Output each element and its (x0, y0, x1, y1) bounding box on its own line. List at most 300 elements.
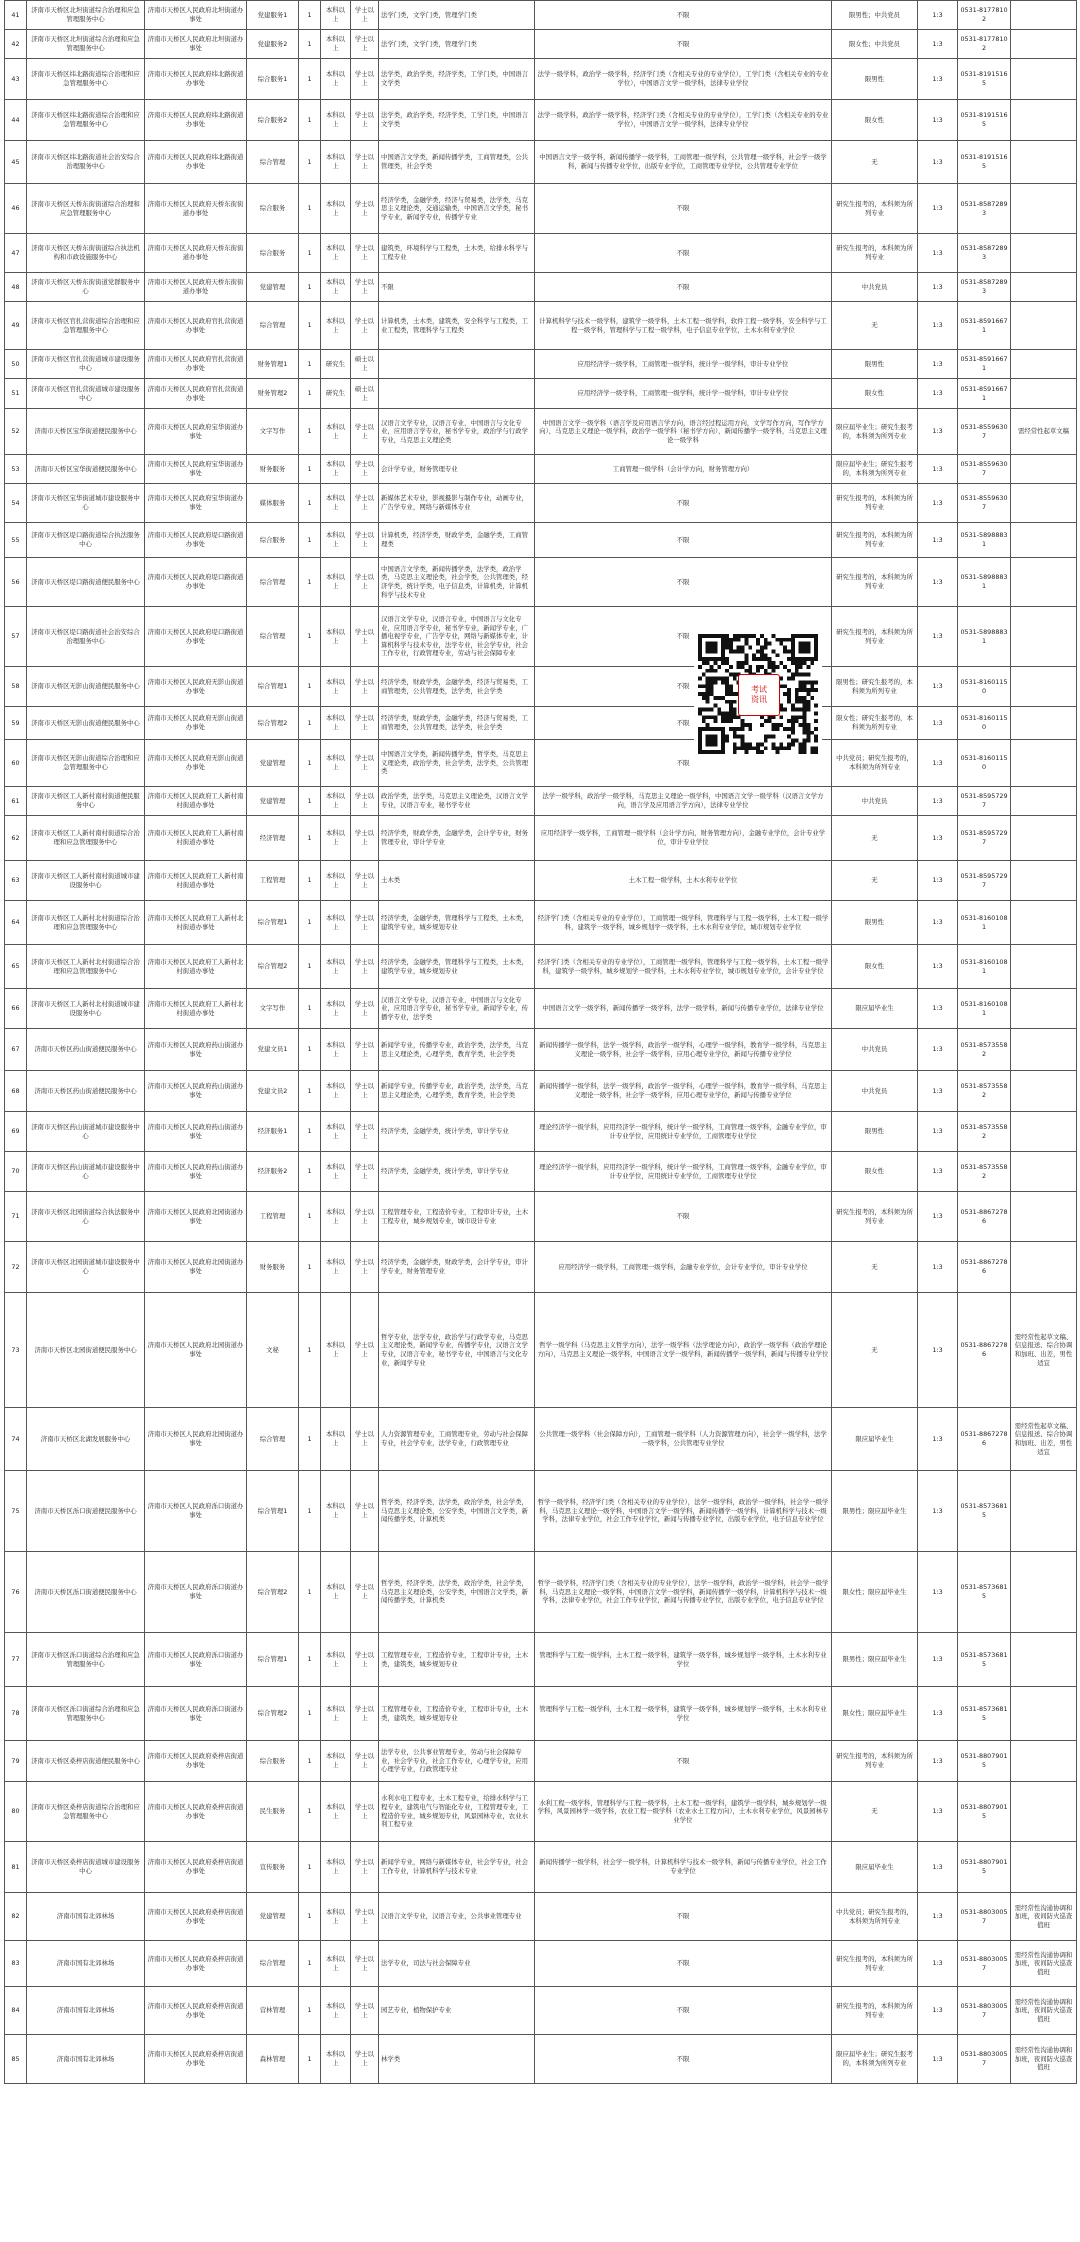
cell-edu: 研究生 (321, 350, 351, 379)
cell-edu: 本科以上 (321, 1552, 351, 1633)
cell-deg: 学士以上 (351, 1471, 379, 1552)
cell-ratio: 1:3 (918, 667, 958, 707)
cell-phone: 0531-88672786 (958, 1293, 1011, 1408)
cell-ratio: 1:3 (918, 861, 958, 901)
cell-major2: 哲学一级学科（马克思主义哲学方向），法学一级学科（法学理论方向），政治学一级学科（政治学理论方向），马克思主义理论一级学科，中国语言文学一级学科，新闻传播学一级学科，新闻与传播专业学位 (535, 1293, 832, 1408)
cell-n: 1 (299, 234, 321, 273)
cell-note (1011, 234, 1077, 273)
cell-other: 无 (832, 1782, 918, 1842)
cell-pos: 综合管理1 (247, 1633, 299, 1687)
cell-phone: 0531-81778102 (958, 30, 1011, 59)
cell-note: 需经常性起草文稿 (1011, 409, 1077, 455)
cell-n: 1 (299, 409, 321, 455)
cell-unit: 济南市天桥区天桥东街街道党群服务中心 (27, 273, 145, 302)
cell-major2: 土木工程一级学科，土木水利专业学位 (535, 861, 832, 901)
cell-deg: 学士以上 (351, 945, 379, 989)
cell-phone: 0531-81601081 (958, 945, 1011, 989)
cell-major1: 经济学类，金融学类，管理科学与工程类，土木类，建筑学专业，城乡规划专业 (379, 901, 535, 945)
table-row (5, 273, 1077, 302)
cell-edu: 本科以上 (321, 30, 351, 59)
cell-no: 63 (5, 861, 27, 901)
table-row (5, 1782, 1077, 1842)
cell-dept: 济南市天桥区人民政府泺口街道办事处 (145, 1552, 247, 1633)
cell-pos: 党建文员1 (247, 1029, 299, 1071)
cell-other: 中共党员 (832, 1071, 918, 1112)
cell-deg: 学士以上 (351, 1687, 379, 1741)
cell-ratio: 1:3 (918, 30, 958, 59)
cell-pos: 财务服务 (247, 455, 299, 484)
cell-dept: 济南市天桥区人民政府工人新村南村街道办事处 (145, 861, 247, 901)
cell-no: 59 (5, 707, 27, 740)
cell-no: 61 (5, 787, 27, 816)
cell-pos: 综合服务2 (247, 100, 299, 141)
cell-phone: 0531-85916671 (958, 350, 1011, 379)
cell-deg: 学士以上 (351, 1152, 379, 1192)
cell-phone: 0531-85735582 (958, 1029, 1011, 1071)
cell-deg: 学士以上 (351, 607, 379, 667)
table-row (5, 2035, 1077, 2084)
cell-no: 73 (5, 1293, 27, 1408)
cell-dept: 济南市天桥区人民政府纬北路街道办事处 (145, 100, 247, 141)
table-row (5, 1471, 1077, 1552)
cell-no: 56 (5, 558, 27, 607)
cell-n: 1 (299, 1242, 321, 1293)
cell-major1: 林学类 (379, 2035, 535, 2084)
cell-dept: 济南市天桥区人民政府天桥东街街道办事处 (145, 234, 247, 273)
cell-edu: 本科以上 (321, 1, 351, 30)
cell-pos: 综合管理 (247, 1408, 299, 1471)
cell-no: 62 (5, 816, 27, 861)
cell-edu: 本科以上 (321, 1408, 351, 1471)
cell-major2: 不限 (535, 523, 832, 558)
cell-n: 1 (299, 30, 321, 59)
cell-major1: 不限 (379, 273, 535, 302)
cell-pos: 党建管理 (247, 740, 299, 787)
cell-other: 无 (832, 1293, 918, 1408)
cell-ratio: 1:3 (918, 901, 958, 945)
cell-dept: 济南市天桥区人民政府堤口路街道办事处 (145, 523, 247, 558)
cell-unit: 济南市天桥区宝华街道便民服务中心 (27, 455, 145, 484)
cell-note: 需经常性沟通协调和加班，夜间防火巡查值班 (1011, 1893, 1077, 1941)
cell-deg: 学士以上 (351, 234, 379, 273)
cell-no: 57 (5, 607, 27, 667)
cell-note (1011, 30, 1077, 59)
qr-badge-line2: 资讯 (751, 695, 767, 704)
cell-edu: 本科以上 (321, 1741, 351, 1782)
cell-deg: 学士以上 (351, 667, 379, 707)
cell-pos: 综合管理2 (247, 945, 299, 989)
cell-note (1011, 1842, 1077, 1893)
cell-pos: 党建服务2 (247, 30, 299, 59)
table-row (5, 740, 1077, 787)
cell-deg: 学士以上 (351, 1987, 379, 2035)
cell-no: 45 (5, 141, 27, 184)
cell-major1: 法学门类，文学门类，管理学门类 (379, 30, 535, 59)
cell-deg: 学士以上 (351, 707, 379, 740)
cell-major1: 汉语言文学专业，汉语言专业，中国语言与文化专业，应用语言学专业，秘书学专业，政治学与行政学专业，马克思主义理论类 (379, 409, 535, 455)
table-row (5, 607, 1077, 667)
cell-ratio: 1:3 (918, 1941, 958, 1987)
cell-deg: 学士以上 (351, 409, 379, 455)
cell-major2: 法学一级学科，政治学一级学科，经济学门类（含相关专业的专业学位），工学门类（含相关专业的专业学位），中国语言文学一级学科，法律专业学位 (535, 59, 832, 100)
cell-unit: 济南市天桥区无影山街道综合治理和应急管理服务中心 (27, 740, 145, 787)
cell-unit: 济南市天桥区北园街道综合执法服务中心 (27, 1192, 145, 1242)
cell-major2: 管理科学与工程一级学科，土木工程一级学科，建筑学一级学科，城乡规划学一级学科，土木水利专业学位 (535, 1633, 832, 1687)
table-row (5, 523, 1077, 558)
cell-major1: 新闻学专业，传播学专业，政治学类，法学类，马克思主义理论类，心理学类，教育学类，社会学类 (379, 1029, 535, 1071)
cell-deg: 学士以上 (351, 861, 379, 901)
table-row (5, 558, 1077, 607)
cell-major2: 不限 (535, 1, 832, 30)
cell-other: 无 (832, 861, 918, 901)
cell-note (1011, 861, 1077, 901)
cell-n: 1 (299, 1471, 321, 1552)
cell-dept: 济南市天桥区人民政府宝华街道办事处 (145, 484, 247, 523)
cell-other: 限男性；研究生报考的，本科须为所列专业 (832, 667, 918, 707)
cell-phone: 0531-88079015 (958, 1741, 1011, 1782)
cell-n: 1 (299, 1192, 321, 1242)
cell-no: 53 (5, 455, 27, 484)
cell-note (1011, 1471, 1077, 1552)
cell-phone: 0531-85916671 (958, 302, 1011, 350)
cell-note (1011, 787, 1077, 816)
cell-phone: 0531-85735582 (958, 1071, 1011, 1112)
cell-note: 需经常性沟通协调和加班，夜间防火巡查值班 (1011, 1987, 1077, 2035)
cell-ratio: 1:3 (918, 455, 958, 484)
cell-ratio: 1:3 (918, 302, 958, 350)
cell-major2: 经济学门类（含相关专业的专业学位），工商管理一级学科，管理科学与工程一级学科，土木工程一级学科，建筑学一级学科，城乡规划学一级学科，土木水利专业学位，城市规划专业学位 (535, 901, 832, 945)
cell-unit: 济南市天桥区药山街道便民服务中心 (27, 1029, 145, 1071)
cell-no: 83 (5, 1941, 27, 1987)
recruitment-table-sheet (4, 0, 1076, 2084)
table-row (5, 1152, 1077, 1192)
table-row (5, 59, 1077, 100)
cell-edu: 研究生 (321, 379, 351, 409)
cell-pos: 综合服务 (247, 184, 299, 234)
table-row (5, 1071, 1077, 1112)
cell-ratio: 1:3 (918, 184, 958, 234)
cell-deg: 学士以上 (351, 901, 379, 945)
cell-ratio: 1:3 (918, 989, 958, 1029)
cell-dept: 济南市天桥区人民政府桑梓店街道办事处 (145, 1842, 247, 1893)
cell-pos: 综合管理2 (247, 707, 299, 740)
cell-major1: 中国语言文学类，新闻传播学类，工商管理类，公共管理类，社会学类 (379, 141, 535, 184)
cell-ratio: 1:3 (918, 1842, 958, 1893)
table-row (5, 901, 1077, 945)
cell-major2: 不限 (535, 707, 832, 740)
cell-note (1011, 558, 1077, 607)
cell-pos: 工程管理 (247, 861, 299, 901)
cell-deg: 学士以上 (351, 787, 379, 816)
cell-deg: 学士以上 (351, 1293, 379, 1408)
cell-major2: 中国语言文学一级学科，新闻传播学一级学科，工商管理一级学科，公共管理一级学科，社会学一级学科，新闻与传播专业学位，出版专业学位，工商管理专业学位，公共管理专业学位 (535, 141, 832, 184)
cell-note (1011, 455, 1077, 484)
table-body (5, 1, 1077, 2084)
cell-phone: 0531-88079015 (958, 1782, 1011, 1842)
cell-unit: 济南市天桥区工人新村北村街道城市建设服务中心 (27, 989, 145, 1029)
cell-note (1011, 1552, 1077, 1633)
recruitment-table (4, 0, 1077, 2084)
cell-other: 研究生报考的，本科须为所列专业 (832, 234, 918, 273)
cell-deg: 学士以上 (351, 1633, 379, 1687)
cell-edu: 本科以上 (321, 1029, 351, 1071)
cell-unit: 济南市国有北郊林场 (27, 2035, 145, 2084)
cell-other: 限应届毕业生；研究生报考的，本科须为所列专业 (832, 409, 918, 455)
cell-n: 1 (299, 1842, 321, 1893)
cell-pos: 文秘 (247, 1293, 299, 1408)
cell-unit: 济南市天桥区堤口路街道便民服务中心 (27, 558, 145, 607)
cell-major1: 政治学类，法学类，马克思主义理论类，汉语言文学专业，汉语言专业，秘书学专业 (379, 787, 535, 816)
cell-note (1011, 667, 1077, 707)
cell-dept: 济南市天桥区人民政府药山街道办事处 (145, 1112, 247, 1152)
table-row (5, 1842, 1077, 1893)
table-row (5, 484, 1077, 523)
cell-phone: 0531-85957297 (958, 861, 1011, 901)
cell-note (1011, 484, 1077, 523)
cell-phone: 0531-85736815 (958, 1471, 1011, 1552)
cell-major2: 不限 (535, 184, 832, 234)
cell-phone: 0531-85916671 (958, 379, 1011, 409)
cell-major1: 法学类，政治学类，经济学类，工学门类，中国语言文学类 (379, 59, 535, 100)
table-row (5, 379, 1077, 409)
table-row (5, 100, 1077, 141)
cell-deg: 学士以上 (351, 273, 379, 302)
cell-n: 1 (299, 558, 321, 607)
cell-dept: 济南市天桥区人民政府无影山街道办事处 (145, 667, 247, 707)
cell-major2: 中国语言文学一级学科（语言学及应用语言学方向，语言经过程运用方向，文学写作方向，写作学方向），马克思主义理论一级学科，政治学一级学科（秘书学方向），新闻传播学一级学科，马克思主义理论一级学科 (535, 409, 832, 455)
cell-dept: 济南市天桥区人民政府药山街道办事处 (145, 1071, 247, 1112)
cell-phone: 0531-85957297 (958, 787, 1011, 816)
qr-code-image[interactable] (694, 630, 822, 758)
cell-unit: 济南市天桥区北湖发展服务中心 (27, 1408, 145, 1471)
cell-edu: 本科以上 (321, 607, 351, 667)
cell-major1: 法学专业，司法与社会保障专业 (379, 1941, 535, 1987)
cell-phone: 0531-88030057 (958, 1941, 1011, 1987)
cell-major1 (379, 350, 535, 379)
cell-major2: 不限 (535, 607, 832, 667)
cell-unit: 济南市天桥区工人新村南村街道便民服务中心 (27, 787, 145, 816)
cell-edu: 本科以上 (321, 1152, 351, 1192)
cell-major2: 不限 (535, 273, 832, 302)
table-row (5, 1687, 1077, 1741)
cell-unit: 济南市天桥区堤口路街道社会治安综合治理服务中心 (27, 607, 145, 667)
cell-note (1011, 523, 1077, 558)
cell-ratio: 1:3 (918, 740, 958, 787)
cell-n: 1 (299, 1112, 321, 1152)
cell-pos: 财务管理2 (247, 379, 299, 409)
cell-deg: 学士以上 (351, 1842, 379, 1893)
cell-edu: 本科以上 (321, 861, 351, 901)
cell-dept: 济南市天桥区人民政府桑梓店街道办事处 (145, 1987, 247, 2035)
cell-major2: 管理科学与工程一级学科，土木工程一级学科，建筑学一级学科，城乡规划学一级学科，土木水利专业学位 (535, 1687, 832, 1741)
cell-major2: 经济学门类（含相关专业的专业学位），工商管理一级学科，管理科学与工程一级学科，土木工程一级学科，建筑学一级学科，城乡规划学一级学科，土木水利专业学位，城市规划专业学位，会计专业学位 (535, 945, 832, 989)
cell-note (1011, 59, 1077, 100)
cell-ratio: 1:3 (918, 607, 958, 667)
cell-phone: 0531-85736815 (958, 1552, 1011, 1633)
cell-note: 需经常性沟通协调和加班，夜间防火巡查值班 (1011, 1941, 1077, 1987)
cell-pos: 党建管理 (247, 273, 299, 302)
table-row (5, 234, 1077, 273)
cell-major2: 工商管理一级学科（会计学方向，财务管理方向） (535, 455, 832, 484)
cell-phone: 0531-85735582 (958, 1152, 1011, 1192)
cell-no: 60 (5, 740, 27, 787)
cell-other: 限女性；限应届毕业生 (832, 1552, 918, 1633)
table-row (5, 1633, 1077, 1687)
cell-dept: 济南市天桥区人民政府宝华街道办事处 (145, 409, 247, 455)
cell-pos: 综合管理2 (247, 1687, 299, 1741)
cell-dept: 济南市天桥区人民政府官扎营街道办事处 (145, 350, 247, 379)
cell-phone: 0531-88030057 (958, 2035, 1011, 2084)
cell-unit: 济南市天桥区无影山街道便民服务中心 (27, 707, 145, 740)
cell-major1: 新闻学专业，传播学专业，政治学类，法学类，马克思主义理论类，心理学类，教育学类，社会学类 (379, 1071, 535, 1112)
cell-deg: 学士以上 (351, 1552, 379, 1633)
cell-deg: 学士以上 (351, 1782, 379, 1842)
cell-ratio: 1:3 (918, 816, 958, 861)
cell-unit: 济南市天桥区泺口街道综合治理和应急管理服务中心 (27, 1633, 145, 1687)
cell-major2: 公共管理一级学科（社会保障方向），工商管理一级学科（人力资源管理方向），社会学一级学科，法学一级学科，公共管理专业学位 (535, 1408, 832, 1471)
cell-phone: 0531-88030057 (958, 1893, 1011, 1941)
cell-major1: 汉语言文学专业，汉语言专业，公共事业管理专业 (379, 1893, 535, 1941)
cell-major2: 法学一级学科，政治学一级学科，经济学门类（含相关专业的专业学位），工学门类（含相关专业的专业学位），中国语言文学一级学科，法律专业学位 (535, 100, 832, 141)
cell-dept: 济南市天桥区人民政府桑梓店街道办事处 (145, 1941, 247, 1987)
cell-deg: 硕士以上 (351, 350, 379, 379)
cell-deg: 学士以上 (351, 100, 379, 141)
cell-no: 64 (5, 901, 27, 945)
cell-ratio: 1:3 (918, 945, 958, 989)
cell-major1: 经济学类，财政学类，金融学类，经济与贸易类，工商管理类，公共管理类，法学类，社会学类 (379, 667, 535, 707)
cell-pos: 经济服务2 (247, 1152, 299, 1192)
cell-n: 1 (299, 1893, 321, 1941)
cell-other: 研究生报考的，本科须为所列专业 (832, 523, 918, 558)
cell-note (1011, 350, 1077, 379)
cell-unit: 济南市天桥区工人新村北村街道综合治理和应急管理服务中心 (27, 901, 145, 945)
cell-deg: 学士以上 (351, 30, 379, 59)
cell-other: 研究生报考的，本科须为所列专业 (832, 184, 918, 234)
cell-dept: 济南市天桥区人民政府工人新村北村街道办事处 (145, 989, 247, 1029)
cell-ratio: 1:3 (918, 141, 958, 184)
cell-no: 74 (5, 1408, 27, 1471)
table-row (5, 1112, 1077, 1152)
cell-edu: 本科以上 (321, 1112, 351, 1152)
cell-unit: 济南市天桥区工人新村南村街道综合治理和应急管理服务中心 (27, 816, 145, 861)
cell-no: 79 (5, 1741, 27, 1782)
cell-dept: 济南市天桥区人民政府北坦街道办事处 (145, 1, 247, 30)
cell-deg: 学士以上 (351, 59, 379, 100)
cell-ratio: 1:3 (918, 1893, 958, 1941)
cell-no: 68 (5, 1071, 27, 1112)
cell-deg: 学士以上 (351, 1029, 379, 1071)
cell-major1: 汉语言文学专业，汉语言专业，中国语言与文化专业，应用语言学专业，秘书学专业，新闻学专业，广播电视学专业，广告学专业，网络与新媒体专业，计算机科学与技术专业，法学专业，社会学专业，社会工作专业，行政管理专业，劳动与社会保障专业 (379, 607, 535, 667)
cell-edu: 本科以上 (321, 1782, 351, 1842)
cell-ratio: 1:3 (918, 59, 958, 100)
table-row (5, 30, 1077, 59)
cell-ratio: 1:3 (918, 379, 958, 409)
table-row (5, 1741, 1077, 1782)
cell-edu: 本科以上 (321, 1192, 351, 1242)
cell-unit: 济南市国有北郊林场 (27, 1987, 145, 2035)
cell-phone: 0531-85872893 (958, 273, 1011, 302)
cell-major2: 应用经济学一级学科，工商管理一级学科，统计学一级学科，审计专业学位 (535, 350, 832, 379)
cell-dept: 济南市天桥区人民政府宝华街道办事处 (145, 455, 247, 484)
cell-ratio: 1:3 (918, 1687, 958, 1741)
cell-unit: 济南市天桥区官扎营街道城市建设服务中心 (27, 350, 145, 379)
cell-major1: 法学门类，文学门类，管理学门类 (379, 1, 535, 30)
cell-major1: 法学专业，公共事业管理专业，劳动与社会保障专业，社会学专业，社会工作专业，心理学专业，应用心理学专业，行政管理专业 (379, 1741, 535, 1782)
cell-n: 1 (299, 607, 321, 667)
cell-deg: 学士以上 (351, 1893, 379, 1941)
cell-dept: 济南市天桥区人民政府无影山街道办事处 (145, 740, 247, 787)
table-row (5, 1552, 1077, 1633)
cell-phone: 0531-85596307 (958, 455, 1011, 484)
cell-dept: 济南市天桥区人民政府泺口街道办事处 (145, 1633, 247, 1687)
cell-other: 研究生报考的，本科须为所列专业 (832, 607, 918, 667)
cell-dept: 济南市天桥区人民政府北坦街道办事处 (145, 30, 247, 59)
cell-dept: 济南市天桥区人民政府工人新村南村街道办事处 (145, 787, 247, 816)
cell-n: 1 (299, 1782, 321, 1842)
cell-no: 72 (5, 1242, 27, 1293)
cell-deg: 学士以上 (351, 558, 379, 607)
cell-deg: 学士以上 (351, 1741, 379, 1782)
cell-phone: 0531-85735582 (958, 1112, 1011, 1152)
cell-pos: 工程管理 (247, 1192, 299, 1242)
cell-pos: 财务服务 (247, 1242, 299, 1293)
table-row (5, 1242, 1077, 1293)
cell-unit: 济南市天桥区北园街道城市建设服务中心 (27, 1242, 145, 1293)
cell-n: 1 (299, 302, 321, 350)
cell-unit: 济南市天桥区药山街道城市建设服务中心 (27, 1112, 145, 1152)
cell-note (1011, 184, 1077, 234)
cell-phone: 0531-81601081 (958, 901, 1011, 945)
cell-note: 需经常性沟通协调和加班，夜间防火巡查值班 (1011, 2035, 1077, 2084)
cell-ratio: 1:3 (918, 409, 958, 455)
cell-n: 1 (299, 184, 321, 234)
cell-deg: 学士以上 (351, 455, 379, 484)
cell-unit: 济南市天桥区天桥东街街道综合执法机构和市政设施服务中心 (27, 234, 145, 273)
cell-dept: 济南市天桥区人民政府药山街道办事处 (145, 1029, 247, 1071)
cell-phone: 0531-88030057 (958, 1987, 1011, 2035)
cell-no: 44 (5, 100, 27, 141)
cell-major1: 汉语言文学专业，汉语言专业，中国语言与文化专业，应用语言学专业，秘书学专业，新闻学专业，传播学专业，法学类 (379, 989, 535, 1029)
cell-major2: 不限 (535, 30, 832, 59)
cell-n: 1 (299, 667, 321, 707)
cell-n: 1 (299, 740, 321, 787)
cell-major2: 新闻传播学一级学科，法学一级学科，政治学一级学科，心理学一级学科，教育学一级学科，马克思主义理论一级学科，社会学一级学科，应用心理专业学位，新闻与传播专业学位 (535, 1071, 832, 1112)
cell-other: 中共党员 (832, 1029, 918, 1071)
cell-pos: 综合管理 (247, 607, 299, 667)
cell-pos: 民生服务 (247, 1782, 299, 1842)
cell-edu: 本科以上 (321, 1242, 351, 1293)
cell-edu: 本科以上 (321, 59, 351, 100)
cell-deg: 学士以上 (351, 1192, 379, 1242)
cell-major2: 不限 (535, 1192, 832, 1242)
cell-note (1011, 1242, 1077, 1293)
cell-major2: 计算机科学与技术一级学科，建筑学一级学科，土木工程一级学科，软件工程一级学科，安全科学与工程一级学科，管理科学与工程一级学科，电子信息专业学位，土木水利专业学位 (535, 302, 832, 350)
cell-no: 49 (5, 302, 27, 350)
table-row (5, 1987, 1077, 2035)
cell-edu: 本科以上 (321, 1687, 351, 1741)
table-row (5, 350, 1077, 379)
cell-pos: 综合管理 (247, 302, 299, 350)
table-row (5, 861, 1077, 901)
cell-phone: 0531-88079015 (958, 1842, 1011, 1893)
cell-note (1011, 707, 1077, 740)
cell-edu: 本科以上 (321, 184, 351, 234)
table-row (5, 1941, 1077, 1987)
cell-note (1011, 273, 1077, 302)
cell-other: 无 (832, 141, 918, 184)
cell-note: 需经常性起草文稿、信息报送、综合协调和加班、出差，男性适宜 (1011, 1408, 1077, 1471)
cell-unit: 济南市天桥区泺口街道便民服务中心 (27, 1552, 145, 1633)
